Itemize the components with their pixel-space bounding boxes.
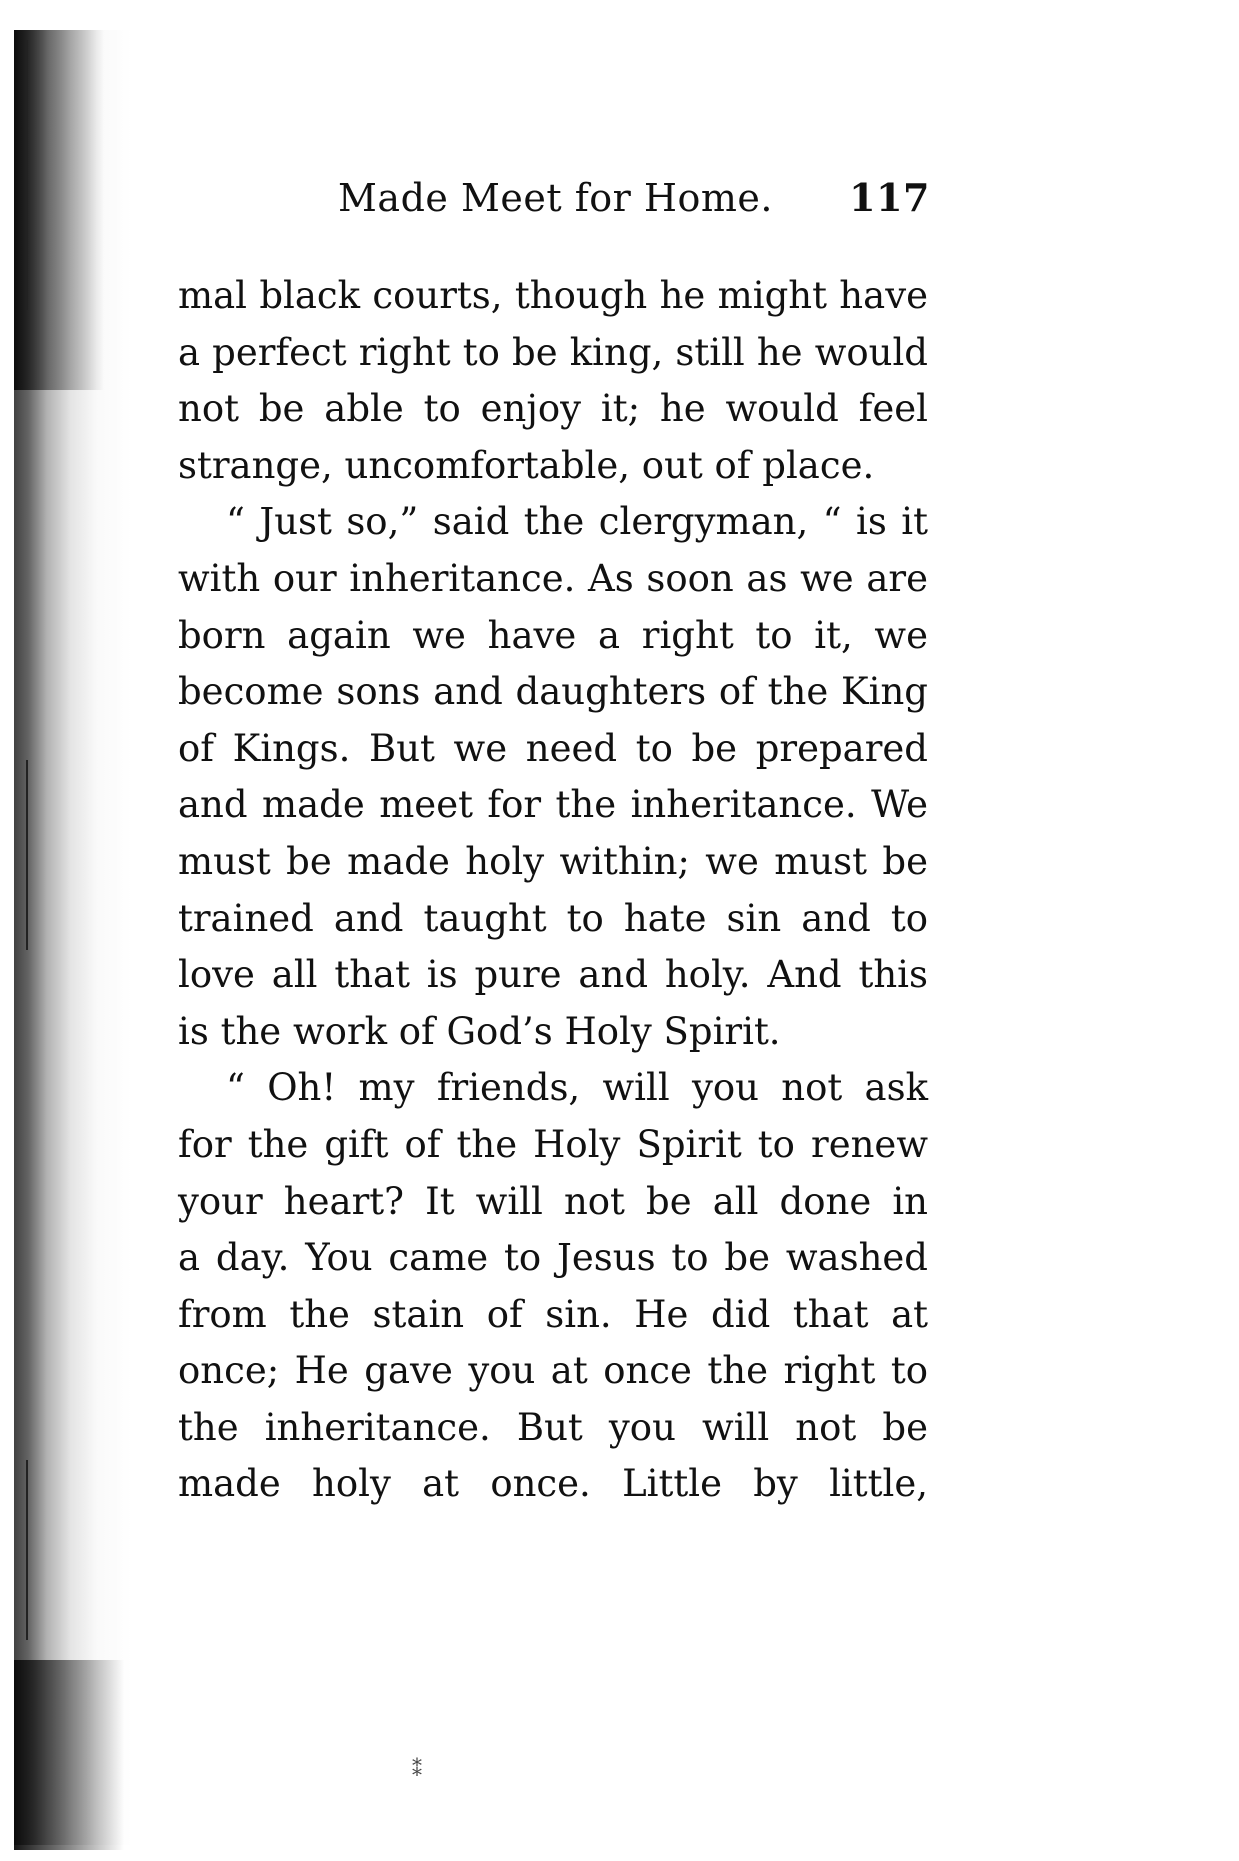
text-line: become sons and daughters of the King xyxy=(178,670,928,714)
text-line: a day. You came to Jesus to be washed xyxy=(178,1236,928,1280)
text-line: “ Just so,” said the clergyman, “ is it xyxy=(226,500,928,544)
running-head xyxy=(280,168,930,228)
text-line: not be able to enjoy it; he would feel xyxy=(178,387,928,431)
text-line: a perfect right to be king, still he would xyxy=(178,330,928,374)
text-line: must be made holy within; we must be xyxy=(178,839,928,883)
text-line: “ Oh! my friends, will you not ask xyxy=(226,1066,928,1110)
text-line: born again we have a right to it, we xyxy=(178,613,928,657)
text-line: once; He gave you at once the right to xyxy=(178,1349,928,1393)
scan-edge-line xyxy=(26,760,28,950)
text-line: with our inheritance. As soon as we are xyxy=(178,556,928,600)
scan-edge-line xyxy=(26,40,28,310)
body-text xyxy=(178,268,928,1513)
scan-edge-line xyxy=(26,1460,28,1640)
text-line: from the stain of sin. He did that at xyxy=(178,1292,928,1336)
page-number: 117 xyxy=(849,175,930,220)
scan-binding-shadow-bottom xyxy=(14,1660,124,1850)
text-line: the inheritance. But you will not be xyxy=(178,1405,928,1449)
running-title: Made Meet for Home. xyxy=(338,176,773,220)
text-line: and made meet for the inheritance. We xyxy=(178,783,928,827)
text-line: mal black courts, though he might have xyxy=(178,274,928,317)
text-line: trained and taught to hate sin and to xyxy=(178,896,928,940)
scan-speck: ⁑ xyxy=(412,1757,422,1781)
text-line: made holy at once. Little by little, xyxy=(178,1462,928,1506)
text-line: love all that is pure and holy. And this xyxy=(178,953,928,997)
text-line: strange, uncomfortable, out of place. xyxy=(178,443,875,487)
text-line: for the gift of the Holy Spirit to renew xyxy=(178,1122,928,1166)
text-line: is the work of God’s Holy Spirit. xyxy=(178,1009,781,1053)
text-line: your heart? It will not be all done in xyxy=(178,1179,928,1223)
text-line: of Kings. But we need to be prepared xyxy=(178,726,928,770)
